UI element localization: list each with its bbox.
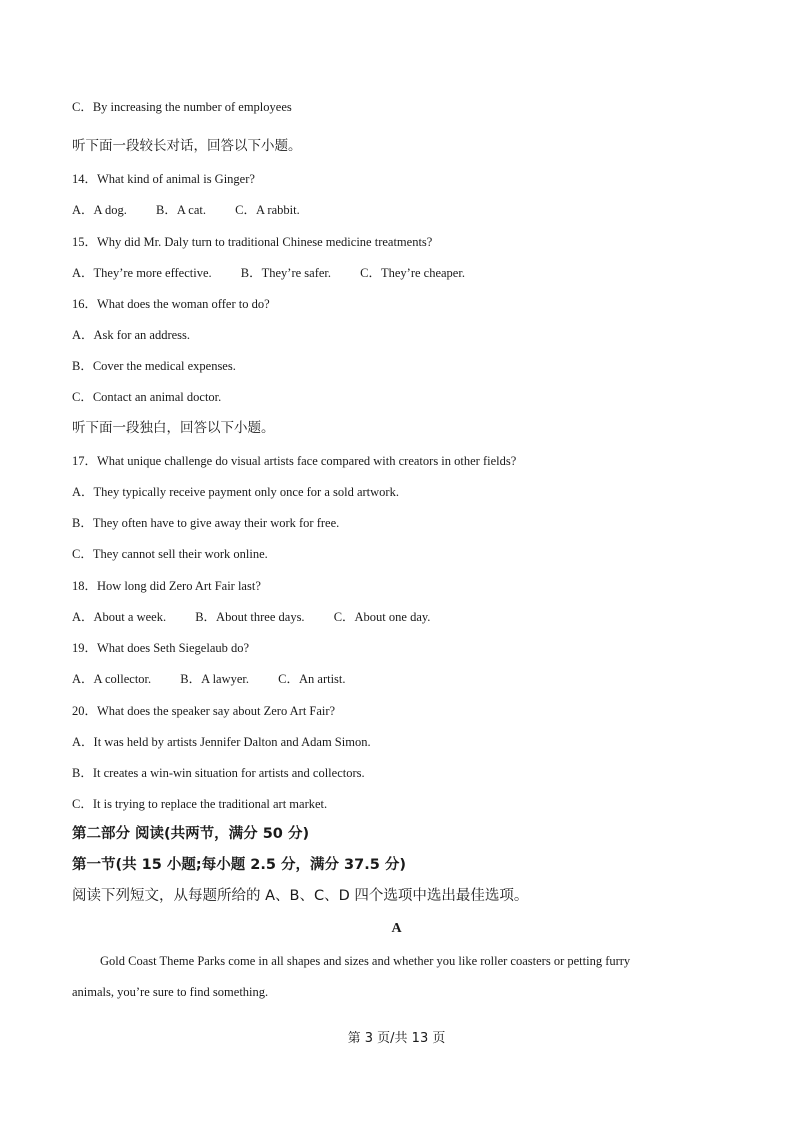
part-heading: 第二部分 阅读(共两节，满分 50 分): [72, 826, 310, 842]
question-15: 15．Why did Mr. Daly turn to traditional Chinese medicine treatments?: [72, 235, 433, 249]
option-b: B．A cat.: [156, 203, 206, 217]
options-row: [72, 265, 465, 281]
question-14: 14．What kind of animal is Ginger?: [72, 172, 255, 186]
options-row: [72, 671, 346, 687]
option-a: A．About a week.: [72, 610, 167, 624]
option-a: A．They typically receive payment only once for a sold artwork.: [72, 485, 399, 499]
question-16: 16．What does the woman offer to do?: [72, 297, 270, 311]
option-a: A．Ask for an address.: [72, 328, 191, 342]
option-c: C．An artist.: [278, 672, 346, 686]
options-row: [72, 609, 430, 625]
reading-instruction: 阅读下列短文，从每题所给的 A、B、C、D 四个选项中选出最佳选项。: [72, 888, 529, 904]
question-20: 20．What does the speaker say about Zero Art Fair?: [72, 704, 336, 718]
option-b: B．Cover the medical expenses.: [72, 359, 236, 373]
option-c: C．About one day.: [333, 610, 431, 624]
paragraph-line: animals, you’re sure to find something.: [72, 985, 269, 999]
passage-title: A: [391, 921, 402, 936]
question-19: 19．What does Seth Siegelaub do?: [72, 641, 250, 655]
section-instruction: 听下面一段较长对话，回答以下小题。: [72, 138, 302, 154]
question-17: 17．What unique challenge do visual artists face compared with creators in other fields?: [72, 454, 517, 468]
option-a: A．A dog.: [72, 203, 127, 217]
page-number: 第 3 页/共 13 页: [347, 1031, 446, 1046]
question-18: 18．How long did Zero Art Fair last?: [72, 579, 261, 593]
option-c: C．They’re cheaper.: [360, 266, 465, 280]
option-text: C．By increasing the number of employees: [72, 100, 292, 114]
option-c: C．A rabbit.: [235, 203, 300, 217]
option-b: B．They’re safer.: [240, 266, 332, 280]
option-b: B．A lawyer.: [180, 672, 250, 686]
option-c: C．Contact an animal doctor.: [72, 390, 222, 404]
option-a: A．They’re more effective.: [72, 266, 212, 280]
option-b: B．They often have to give away their work for free.: [72, 516, 340, 530]
section-heading: 第一节(共 15 小题;每小题 2.5 分，满分 37.5 分): [72, 857, 406, 873]
option-c: C．They cannot sell their work online.: [72, 547, 268, 561]
option-a: A．A collector.: [72, 672, 152, 686]
paragraph-line: Gold Coast Theme Parks come in all shapes and sizes and whether you like roller coasters or petting furry: [100, 954, 631, 968]
section-instruction: 听下面一段独白，回答以下小题。: [72, 420, 275, 436]
option-b: B．About three days.: [195, 610, 305, 624]
option-a: A．It was held by artists Jennifer Dalton and Adam Simon.: [72, 735, 371, 749]
option-c: C．It is trying to replace the traditional art market.: [72, 797, 328, 811]
option-b: B．It creates a win-win situation for artists and collectors.: [72, 766, 365, 780]
options-row: [72, 202, 300, 218]
